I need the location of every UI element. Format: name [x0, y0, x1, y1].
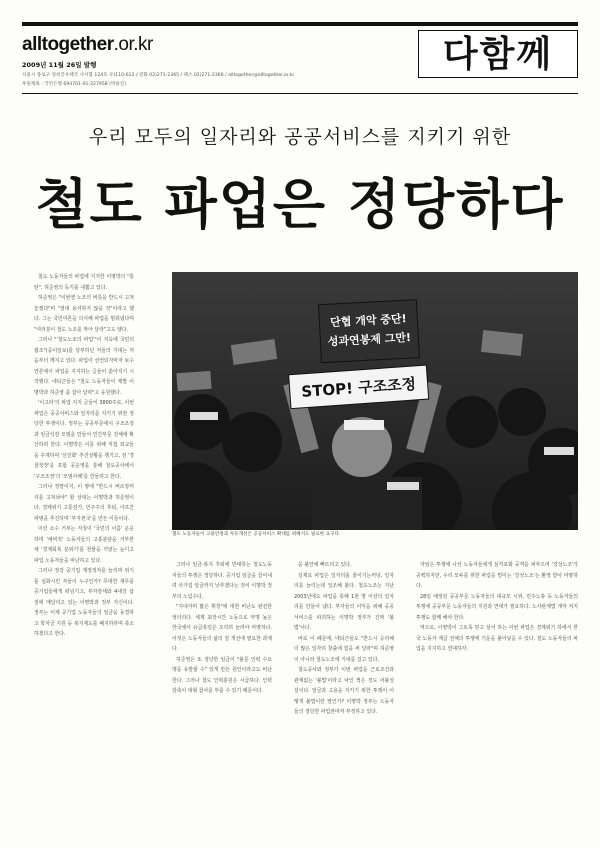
- issue-date: 2009년 11월 26일 발행: [22, 61, 97, 69]
- article-paragraph: 철도공사와 정부가 이번 파업을 근로조건과 관계없는 '불법'이라고 낙인 찍은 것도 어불성설이다. 임금과 고용을 지키기 위한 투쟁이 어떻게 불법이란 말인가? 이명박 정부는 노동자들의 정당한 파업권마저 부정하고 있다.: [294, 667, 394, 715]
- article-paragraph: '이고라'의 파업 지지 글들이 3800주로, 이번 파업은 공공서비스와 일자리를 지키기 위한 정당한 투쟁이다. 정부는 공공부문에서 구조조정과 임금삭감 모델을 만들어 민간부문 전체에 확산하려 한다. 이명박은 이를 위해 직접 외교들을 주재하며 '선진화' 추진상황을 챙기고, 전 '경찰청장'을 포함 공운영을 통해 철도공사에서 '구조조정'의 '모범사례'를 만들려고 한다.: [34, 400, 134, 480]
- article-column-3: [294, 560, 394, 832]
- article-paragraph: 자임은 투쟁에 나선 노동자들에게 심각포화 공격을 퍼부으며 '강성노조'가 공백하지만, 우리 모두를 위한 파업을 벌이는 '강성노조'는 환영 받아 마땅하다.: [416, 562, 578, 589]
- article-paragraph: "지내자며 밟은 휘청"에 대한 비난도 완전한 엉터리다. 세계 최장시간 노동으로 악명 높은 한국에서 유급휴일은 오히려 늘려야 마땅하다. 이것은 노동자들의 삶의 질 개선에 필요한 과제다.: [172, 604, 272, 652]
- article-paragraph: 실제로 파업은 일자리를 줄이기는커녕, 일자리를 늘리는데 일조해 왔다. 철도노조는 지난 2003년에도 파업을 통해 1천 명 이상의 일자리를 만들어 냈다. 부자들의 이익을 위해 공공서비스를 파괴하는 이명박 정부가 진짜 '불법'이다.: [294, 572, 394, 631]
- article-paragraph: 바로 이 때문에, 네티즌들도 "반드시 승리해 더 많은 일자리 창출에 힘을 써 달라"며 허준영이 아니라 철도노조에 기대를 걸고 있다.: [294, 635, 394, 663]
- sign-1-line-2: 성과연봉제 그만!: [327, 330, 412, 349]
- article-paragraph: 그러나 임금·복지 후퇴에 반대하는 철도노동자들의 투쟁은 정당하다. 공기업 임금을 끌어내려 사기업 임금까지 낮추겠다는 것이 이명박 정부의 노림수다.: [172, 562, 272, 600]
- contact-info: 서울시 종로구 경희궁우체국 사서함 124호 우)110-612 / 전화 02)271-2365 / 팩스 02)271-2366 / alltogether@alltogether.or.kr: [22, 73, 295, 78]
- article-paragraph: 철도 노동자들의 파업에 지지한 이명박의 "통탄", 허준영의 독기를 내뿜고 있다.: [34, 274, 134, 291]
- site-name-domain: .or.kr: [113, 34, 153, 55]
- article-column-2: [172, 560, 272, 832]
- site-name[interactable]: [22, 34, 153, 56]
- article-paragraph: 역으로, 이명박이 그토록 믿고 싶어 하는 이번 파업은 경제위기 하에서 한국 노동자 계급 전체의 투쟁에 기운을 불어넣을 수 있다. 철도 노동자들의 파업을 지지하고 연대하자.: [416, 625, 578, 652]
- protest-photo-illustration: [172, 272, 578, 530]
- photo-caption: 철도 노동자들이 고용안정과 자유개선은 공공서비스 확대를 위해서도 필요한 요구다.: [172, 532, 341, 537]
- article-paragraph: 을 불안에 빠뜨리고 있다.: [298, 562, 352, 568]
- headline-title: 철도 파업은 정당하다: [35, 173, 565, 236]
- protest-photo: [172, 272, 578, 530]
- article-paragraph: 28일 예정된 공공부문 노동자들의 대규모 시위, 민주노총 등 노동자들의 투쟁에 공공부문 노동자들의 지원과 연대가 필요하다. 노사관계법 개악 저지 투쟁도 함께 해야 한다.: [416, 593, 578, 621]
- article-paragraph: 그러나 정말이지, 이 땅에 "반드시 버르장머리를 고쳐놔야" 할 상대는 이명박과 허준영이다. 경제위기 고통전가, 민주주의 후퇴, 아프간 파병을 추진하며 '부자천국'을 만든 이들이다.: [34, 484, 134, 522]
- article-column-4: [416, 560, 578, 832]
- headline-subtitle: 우리 모두의 일자리와 공공서비스를 지키기 위한: [88, 126, 512, 148]
- article-paragraph: 그러나 "'철도노조의 파업'"이 지옥에 국민의 협조"(중이일보)를 당부하던 저들의 기대는 처음부터 깨지고 있다. 파업이 선언되자마자 보수언론에서 파업을 지지하는 글들이 쏟아지기 시작했다. 네티즌들은 "철도 노동자들이 제발 이명박과 허준영 좀 잡아 달라"고 응원했다.: [34, 337, 134, 396]
- article-column-1: [34, 272, 134, 832]
- donation-account: 후원계좌 : 국민은행 694701-01-227958 (박용진): [22, 82, 127, 87]
- article-paragraph: 그러나 정작 공기업 재정적자를 늘리며 위기를 심화시킨 자들이 누구인가? 무대한 재무를 공기업들에게 떠넘기고, 부자감세와 4대강 삽질에 매달리고 있는 이명박과 정부 자신이다. 정부는 이제 공기업 노동자들의 임금을 동결하고 학자금 지원 등 복지제도를 폐지하라며 축소하겠다고 한다.: [34, 568, 134, 637]
- article-paragraph: 허준영은 또 정당한 임금이 "불문 인력 수요 맹을 유발할 수" 있게 만든 원인이라고도 비난한다. 그러나 철도 인력충원은 시급하다. 인력 감축이 대형 참사를 부를 수 있기 때문이다.: [172, 656, 272, 694]
- sign-1-line-1: 단협 개악 중단!: [329, 312, 407, 330]
- article-paragraph: 허준영은 "이번엔 노조의 버릇을 반드시 고쳐 놓겠다"며 "절대 용서하지 않을 것"이라고 했다. 그는 국민여론을 의식해 파업을 멈춰냈다며 "여러분이 철도 노조를 막아 달라"고도 했다.: [34, 295, 134, 333]
- article-paragraph: 이런 소수 거부는 자칭이 '국민의 이름' 운운하며 '예비적' 노동자들의 고통분담을 거부한 채 '경제회복 분위기'를 찬물을 끼얹는 눈디고 파업 노동자들을 비난하고 있다.: [34, 526, 134, 564]
- brand-logo: 다함께: [418, 30, 578, 78]
- sign-2: STOP! 구조조정: [300, 374, 417, 401]
- site-name-main: alltogether: [22, 34, 114, 55]
- masthead: [22, 22, 578, 94]
